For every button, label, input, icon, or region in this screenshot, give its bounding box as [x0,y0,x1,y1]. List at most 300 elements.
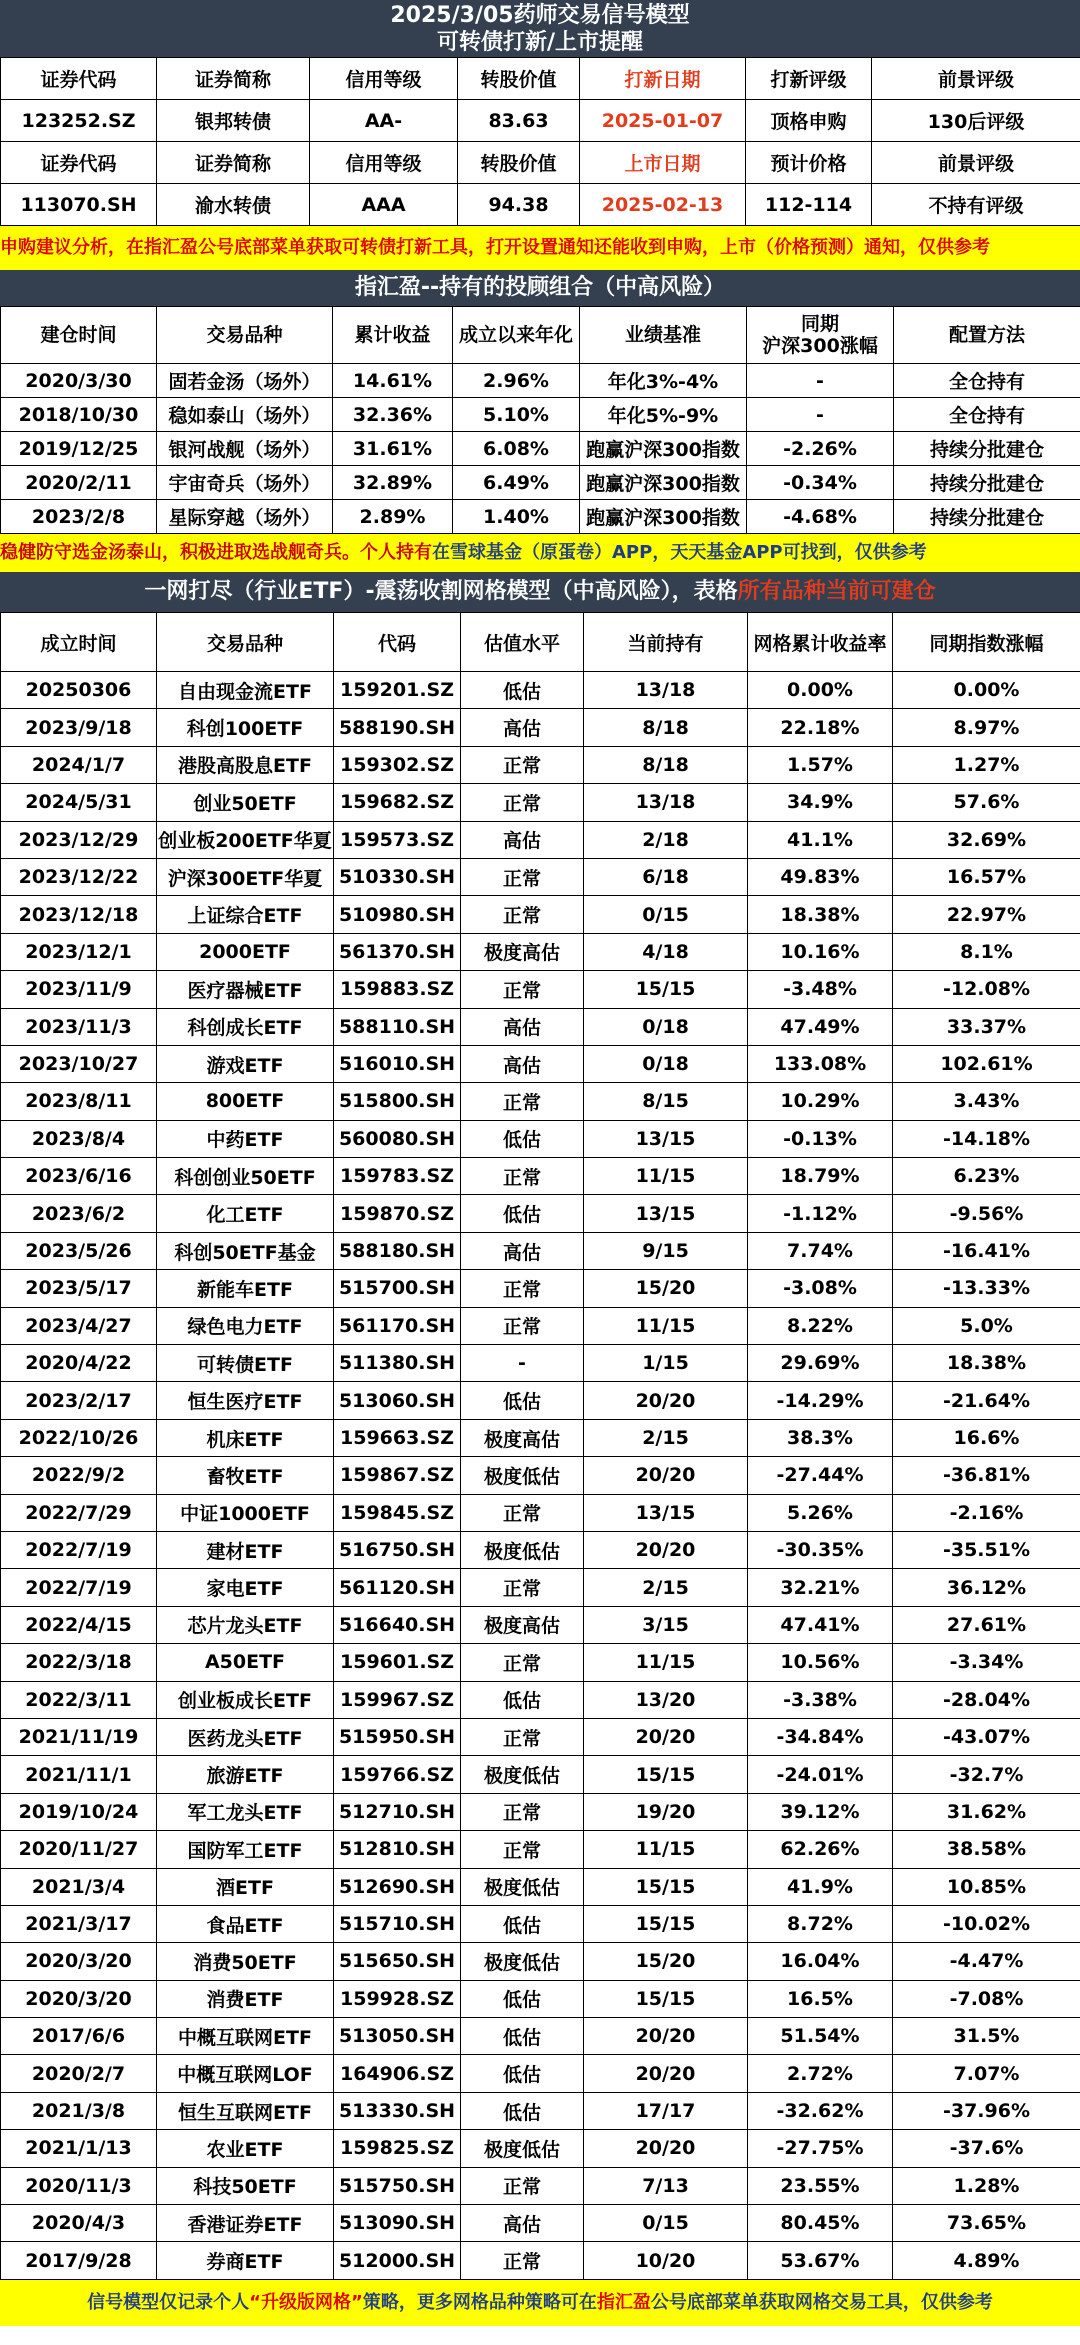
portfolio-table [0,306,1080,534]
grid-cell: 516640.SH [334,1606,461,1643]
grid-row [1,1008,1080,1045]
grid-row [1,1718,1080,1755]
portfolio-header-cell: 建仓时间 [1,307,157,364]
grid-cell: -9.56% [893,1195,1080,1232]
grid-row [1,2092,1080,2129]
grid-cell: 中概互联网LOF [157,2055,334,2092]
portfolio-row [1,466,1080,500]
grid-cell: 极度低估 [461,1756,584,1793]
grid-cell: 正常 [461,1718,584,1755]
grid-cell: 2023/10/27 [1,1045,157,1082]
grid-cell: 62.26% [748,1831,893,1868]
grid-cell: -14.29% [748,1382,893,1419]
grid-cell: 沪深300ETF华夏 [157,858,334,895]
grid-cell: -3.38% [748,1681,893,1718]
grid-cell: -12.08% [893,971,1080,1008]
grid-cell: 159845.SZ [334,1494,461,1531]
grid-cell: 2023/6/16 [1,1158,157,1195]
grid-cell: 2022/7/19 [1,1569,157,1606]
grid-cell: 2023/12/22 [1,858,157,895]
grid-cell: 8/18 [584,709,748,746]
grid-cell: 新能车ETF [157,1270,334,1307]
footer-note-part: 公号底部菜单获取网格交易工具，仅供参考 [650,2291,993,2313]
grid-cell: 科创创业50ETF [157,1158,334,1195]
grid-cell: -24.01% [748,1756,893,1793]
bond-header-row [1,142,1080,184]
grid-cell: 13/15 [584,1120,748,1157]
grid-cell: 食品ETF [157,1905,334,1942]
grid-row [1,1905,1080,1942]
grid-cell: 消费ETF [157,1980,334,2017]
portfolio-cell: 2023/2/8 [1,500,157,534]
grid-cell: 正常 [461,746,584,783]
grid-cell: 6/18 [584,858,748,895]
grid-cell: 16.57% [893,858,1080,895]
grid-row [1,1345,1080,1382]
footer-note-part: 指汇盈 [596,2291,651,2313]
portfolio-note-tail: 在雪球基金（原蛋卷）APP，天天基金APP可找到，仅供参考 [432,542,927,563]
grid-cell: -3.34% [893,1644,1080,1681]
grid-header-cell: 成立时间 [1,613,157,672]
grid-cell: 中概互联网ETF [157,2018,334,2055]
portfolio-row [1,432,1080,466]
grid-cell: 515700.SH [334,1270,461,1307]
grid-row [1,1457,1080,1494]
grid-cell: 20/20 [584,2130,748,2167]
grid-cell: 8.1% [893,933,1080,970]
grid-cell: 10.29% [748,1083,893,1120]
grid-cell: 0.00% [748,672,893,709]
grid-cell: 2021/11/19 [1,1718,157,1755]
grid-cell: 8.97% [893,709,1080,746]
grid-cell: -35.51% [893,1531,1080,1568]
bond-table [0,57,1080,226]
grid-cell: 2023/8/11 [1,1083,157,1120]
grid-cell: 513060.SH [334,1382,461,1419]
bond-cell: 112-114 [746,184,872,226]
portfolio-cell: 持续分批建仓 [894,500,1080,534]
grid-cell: 2022/4/15 [1,1606,157,1643]
grid-row [1,1756,1080,1793]
grid-cell: 41.1% [748,821,893,858]
grid-cell: 13/15 [584,1195,748,1232]
grid-cell: 2/18 [584,821,748,858]
grid-row [1,1831,1080,1868]
grid-cell: 47.49% [748,1008,893,1045]
bond-header-cell: 前景评级 [872,142,1080,184]
grid-cell: 5.0% [893,1307,1080,1344]
portfolio-note [0,534,1080,572]
grid-cell: 561370.SH [334,933,461,970]
grid-cell: 正常 [461,1083,584,1120]
grid-cell: 科创100ETF [157,709,334,746]
grid-cell: 中药ETF [157,1120,334,1157]
grid-cell: 11/15 [584,1644,748,1681]
grid-header-cell: 交易品种 [157,613,334,672]
grid-row [1,2205,1080,2242]
grid-cell: 科创成长ETF [157,1008,334,1045]
bond-header-cell: 信用等级 [310,58,458,100]
grid-cell: 20/20 [584,1457,748,1494]
portfolio-cell: 5.10% [453,398,580,432]
grid-cell: 588110.SH [334,1008,461,1045]
bond-cell: AAA [310,184,458,226]
grid-title-main: 一网打尽（行业ETF）-震荡收割网格模型（中高风险），表格 [144,579,738,604]
grid-cell: 80.45% [748,2205,893,2242]
grid-cell: 2019/10/24 [1,1793,157,1830]
grid-cell: 高估 [461,709,584,746]
grid-cell: 极度低估 [461,2130,584,2167]
grid-cell: 3.43% [893,1083,1080,1120]
grid-cell: 17/17 [584,2092,748,2129]
grid-cell: 516750.SH [334,1531,461,1568]
portfolio-cell: 宇宙奇兵（场外） [157,466,333,500]
grid-cell: 2020/11/27 [1,1831,157,1868]
grid-row [1,1531,1080,1568]
grid-cell: 16.5% [748,1980,893,2017]
grid-cell: 16.04% [748,1943,893,1980]
grid-cell: 科技50ETF [157,2167,334,2204]
grid-cell: 2022/10/26 [1,1419,157,1456]
grid-cell: 561170.SH [334,1307,461,1344]
grid-table [0,612,1080,2280]
bond-header-cell: 证券简称 [157,58,310,100]
grid-cell: 15/20 [584,1943,748,1980]
portfolio-title: 指汇盈--持有的投顾组合（中高风险） [0,270,1080,306]
grid-cell: 2023/4/27 [1,1307,157,1344]
grid-cell: 515710.SH [334,1905,461,1942]
grid-cell: 2022/9/2 [1,1457,157,1494]
grid-cell: 34.9% [748,784,893,821]
grid-cell: 低估 [461,2055,584,2092]
grid-cell: 2.72% [748,2055,893,2092]
grid-row [1,1307,1080,1344]
grid-cell: 38.3% [748,1419,893,1456]
bond-header-cell: 证券简称 [157,142,310,184]
portfolio-cell: 跑赢沪深300指数 [580,500,747,534]
grid-cell: 极度低估 [461,1943,584,1980]
bond-header-cell: 打新评级 [746,58,872,100]
grid-row [1,746,1080,783]
grid-cell: 515950.SH [334,1718,461,1755]
grid-cell: -4.47% [893,1943,1080,1980]
portfolio-cell: 6.49% [453,466,580,500]
grid-cell: 515800.SH [334,1083,461,1120]
grid-cell: 8.22% [748,1307,893,1344]
grid-cell: 正常 [461,784,584,821]
grid-cell: 8/15 [584,1083,748,1120]
grid-cell: 47.41% [748,1606,893,1643]
grid-cell: 上证综合ETF [157,896,334,933]
grid-cell: 2021/1/13 [1,2130,157,2167]
grid-cell: 2022/7/29 [1,1494,157,1531]
grid-cell: 2017/6/6 [1,2018,157,2055]
grid-cell: -27.75% [748,2130,893,2167]
grid-cell: -28.04% [893,1681,1080,1718]
grid-row [1,858,1080,895]
grid-cell: 6.23% [893,1158,1080,1195]
grid-cell: 20250306 [1,672,157,709]
grid-cell: 510330.SH [334,858,461,895]
portfolio-cell: 持续分批建仓 [894,466,1080,500]
grid-cell: 化工ETF [157,1195,334,1232]
grid-cell: 511380.SH [334,1345,461,1382]
portfolio-cell: 持续分批建仓 [894,432,1080,466]
grid-cell: 2023/9/18 [1,709,157,746]
bond-cell: 123252.SZ [1,100,157,142]
grid-cell: 8/18 [584,746,748,783]
grid-cell: 7.74% [748,1232,893,1269]
grid-cell: 164906.SZ [334,2055,461,2092]
grid-cell: 极度低估 [461,1457,584,1494]
grid-cell: 2023/2/17 [1,1382,157,1419]
grid-cell: 2022/3/18 [1,1644,157,1681]
grid-row [1,2242,1080,2279]
bond-cell: 渝水转债 [157,184,310,226]
grid-row [1,1606,1080,1643]
grid-cell: -0.13% [748,1120,893,1157]
grid-row [1,1382,1080,1419]
grid-cell: 2023/12/1 [1,933,157,970]
grid-cell: 20/20 [584,1531,748,1568]
bond-header-cell: 信用等级 [310,142,458,184]
grid-cell: -34.84% [748,1718,893,1755]
grid-cell: 516010.SH [334,1045,461,1082]
grid-cell: 4/18 [584,933,748,970]
grid-cell: 2024/1/7 [1,746,157,783]
grid-cell: 正常 [461,896,584,933]
portfolio-cell: 全仓持有 [894,398,1080,432]
grid-cell: 极度低估 [461,1531,584,1568]
grid-cell: 2020/2/7 [1,2055,157,2092]
bond-header-cell: 上市日期 [580,142,746,184]
grid-cell: 18.38% [748,896,893,933]
grid-cell: 医药龙头ETF [157,1718,334,1755]
grid-cell: 22.18% [748,709,893,746]
grid-cell: 2023/12/29 [1,821,157,858]
grid-row [1,2167,1080,2204]
grid-cell: 5.26% [748,1494,893,1531]
bond-header-cell: 转股价值 [458,142,580,184]
grid-cell: 159967.SZ [334,1681,461,1718]
grid-cell: 正常 [461,971,584,1008]
grid-cell: 低估 [461,1120,584,1157]
grid-cell: 513090.SH [334,2205,461,2242]
grid-cell: 159766.SZ [334,1756,461,1793]
grid-cell: 31.62% [893,1793,1080,1830]
grid-row [1,971,1080,1008]
grid-cell: -43.07% [893,1718,1080,1755]
grid-cell: 10/20 [584,2242,748,2279]
grid-cell: 2023/11/9 [1,971,157,1008]
grid-cell: 自由现金流ETF [157,672,334,709]
grid-cell: 33.37% [893,1008,1080,1045]
grid-cell: 133.08% [748,1045,893,1082]
grid-cell: 15/15 [584,1868,748,1905]
grid-title [0,572,1080,612]
grid-cell: 2022/3/11 [1,1681,157,1718]
grid-cell: 港股高股息ETF [157,746,334,783]
grid-cell: 低估 [461,672,584,709]
grid-cell: 13/18 [584,672,748,709]
portfolio-cell: 跑赢沪深300指数 [580,432,747,466]
grid-row [1,1158,1080,1195]
bond-cell: 113070.SH [1,184,157,226]
report-title: 2025/3/05药师交易信号模型 [390,2,690,28]
portfolio-cell: 6.08% [453,432,580,466]
grid-cell: 159201.SZ [334,672,461,709]
grid-cell: 1.57% [748,746,893,783]
grid-cell: 27.61% [893,1606,1080,1643]
grid-cell: 恒生互联网ETF [157,2092,334,2129]
grid-cell: 2023/12/18 [1,896,157,933]
portfolio-cell: 银河战舰（场外） [157,432,333,466]
grid-cell: -10.02% [893,1905,1080,1942]
portfolio-cell: -4.68% [747,500,894,534]
bond-header-cell: 打新日期 [580,58,746,100]
portfolio-header-cell: 交易品种 [157,307,333,364]
grid-cell: 32.21% [748,1569,893,1606]
grid-cell: 低估 [461,1980,584,2017]
bond-cell: 130后评级 [872,100,1080,142]
bond-cell: 银邦转债 [157,100,310,142]
grid-cell: 513050.SH [334,2018,461,2055]
grid-header-cell: 当前持有 [584,613,748,672]
bond-header-cell: 证券代码 [1,142,157,184]
grid-cell: 0/15 [584,896,748,933]
grid-cell: -16.41% [893,1232,1080,1269]
grid-cell: 13/20 [584,1681,748,1718]
grid-cell: 3/15 [584,1606,748,1643]
grid-cell: 159825.SZ [334,2130,461,2167]
bond-advice-note: 申购建议分析，在指汇盈公号底部菜单获取可转债打新工具，打开设置通知还能收到申购，上市（价格预测）通知，仅供参考 [0,226,1080,270]
grid-title-highlight: 所有品种当前可建仓 [737,579,936,604]
grid-cell: 2020/11/3 [1,2167,157,2204]
grid-cell: -3.08% [748,1270,893,1307]
grid-cell: 正常 [461,1307,584,1344]
grid-cell: 39.12% [748,1793,893,1830]
grid-row [1,933,1080,970]
portfolio-cell: 32.89% [333,466,453,500]
bond-header-cell: 预计价格 [746,142,872,184]
bond-header-cell: 前景评级 [872,58,1080,100]
grid-cell: -7.08% [893,1980,1080,2017]
grid-cell: 36.12% [893,1569,1080,1606]
grid-cell: 高估 [461,821,584,858]
bond-cell: 83.63 [458,100,580,142]
grid-cell: 8.72% [748,1905,893,1942]
grid-cell: 低估 [461,1681,584,1718]
grid-cell: 7.07% [893,2055,1080,2092]
grid-row [1,1120,1080,1157]
grid-cell: 49.83% [748,858,893,895]
grid-cell: 正常 [461,858,584,895]
grid-cell: 57.6% [893,784,1080,821]
grid-cell: 低估 [461,2092,584,2129]
portfolio-header-line: 沪深300涨幅 [762,335,878,357]
grid-cell: 38.58% [893,1831,1080,1868]
bond-cell: 不持有评级 [872,184,1080,226]
grid-cell: 2023/8/4 [1,1120,157,1157]
portfolio-note-main: 稳健防守选金汤泰山，积极进取选战舰奇兵。个人持有 [0,542,432,563]
grid-cell: 588190.SH [334,709,461,746]
grid-cell: 高估 [461,1008,584,1045]
portfolio-cell: 2020/3/30 [1,364,157,398]
grid-cell: 2022/7/19 [1,1531,157,1568]
grid-cell: 国防军工ETF [157,1831,334,1868]
grid-cell: -36.81% [893,1457,1080,1494]
grid-row [1,896,1080,933]
grid-cell: 20/20 [584,1718,748,1755]
grid-cell: 512810.SH [334,1831,461,1868]
grid-cell: 0/18 [584,1045,748,1082]
footer-note-part: “升级版网格” [249,2291,363,2313]
grid-cell: 2000ETF [157,933,334,970]
grid-cell: 15/20 [584,1270,748,1307]
portfolio-header-line: 同期 [800,313,839,335]
grid-cell: 高估 [461,1232,584,1269]
grid-cell: - [461,1345,584,1382]
grid-cell: -37.96% [893,2092,1080,2129]
grid-cell: 游戏ETF [157,1045,334,1082]
grid-row [1,2055,1080,2092]
grid-row [1,1868,1080,1905]
grid-cell: 恒生医疗ETF [157,1382,334,1419]
grid-cell: -3.48% [748,971,893,1008]
portfolio-cell: 2019/12/25 [1,432,157,466]
grid-cell: 2020/3/20 [1,1980,157,2017]
grid-header-cell: 代码 [334,613,461,672]
grid-header-row [1,613,1080,672]
grid-cell: 1.27% [893,746,1080,783]
portfolio-cell: 1.40% [453,500,580,534]
grid-cell: 2021/3/17 [1,1905,157,1942]
grid-row [1,1681,1080,1718]
grid-cell: 旅游ETF [157,1756,334,1793]
grid-header-cell: 网格累计收益率 [748,613,893,672]
grid-cell: 正常 [461,1494,584,1531]
grid-cell: -27.44% [748,1457,893,1494]
grid-cell: 23.55% [748,2167,893,2204]
grid-cell: 15/15 [584,971,748,1008]
grid-cell: 低估 [461,1905,584,1942]
portfolio-row [1,500,1080,534]
grid-row [1,1045,1080,1082]
bond-row [1,100,1080,142]
grid-cell: 2023/6/2 [1,1195,157,1232]
portfolio-cell: 年化5%-9% [580,398,747,432]
grid-cell: 10.85% [893,1868,1080,1905]
grid-header-cell: 估值水平 [461,613,584,672]
grid-cell: 13/15 [584,1494,748,1531]
grid-cell: -2.16% [893,1494,1080,1531]
grid-cell: 正常 [461,2242,584,2279]
grid-cell: 510980.SH [334,896,461,933]
grid-row [1,1943,1080,1980]
footer-note-part: 策略，更多网格品种策略可在 [362,2291,597,2313]
bond-header-cell: 转股价值 [458,58,580,100]
grid-cell: -13.33% [893,1270,1080,1307]
grid-cell: 11/15 [584,1307,748,1344]
grid-cell: 0/18 [584,1008,748,1045]
grid-cell: 低估 [461,1382,584,1419]
grid-cell: -32.62% [748,2092,893,2129]
grid-cell: 159883.SZ [334,971,461,1008]
grid-cell: 创业50ETF [157,784,334,821]
portfolio-cell: - [747,364,894,398]
portfolio-cell: 2.96% [453,364,580,398]
grid-cell: -30.35% [748,1531,893,1568]
